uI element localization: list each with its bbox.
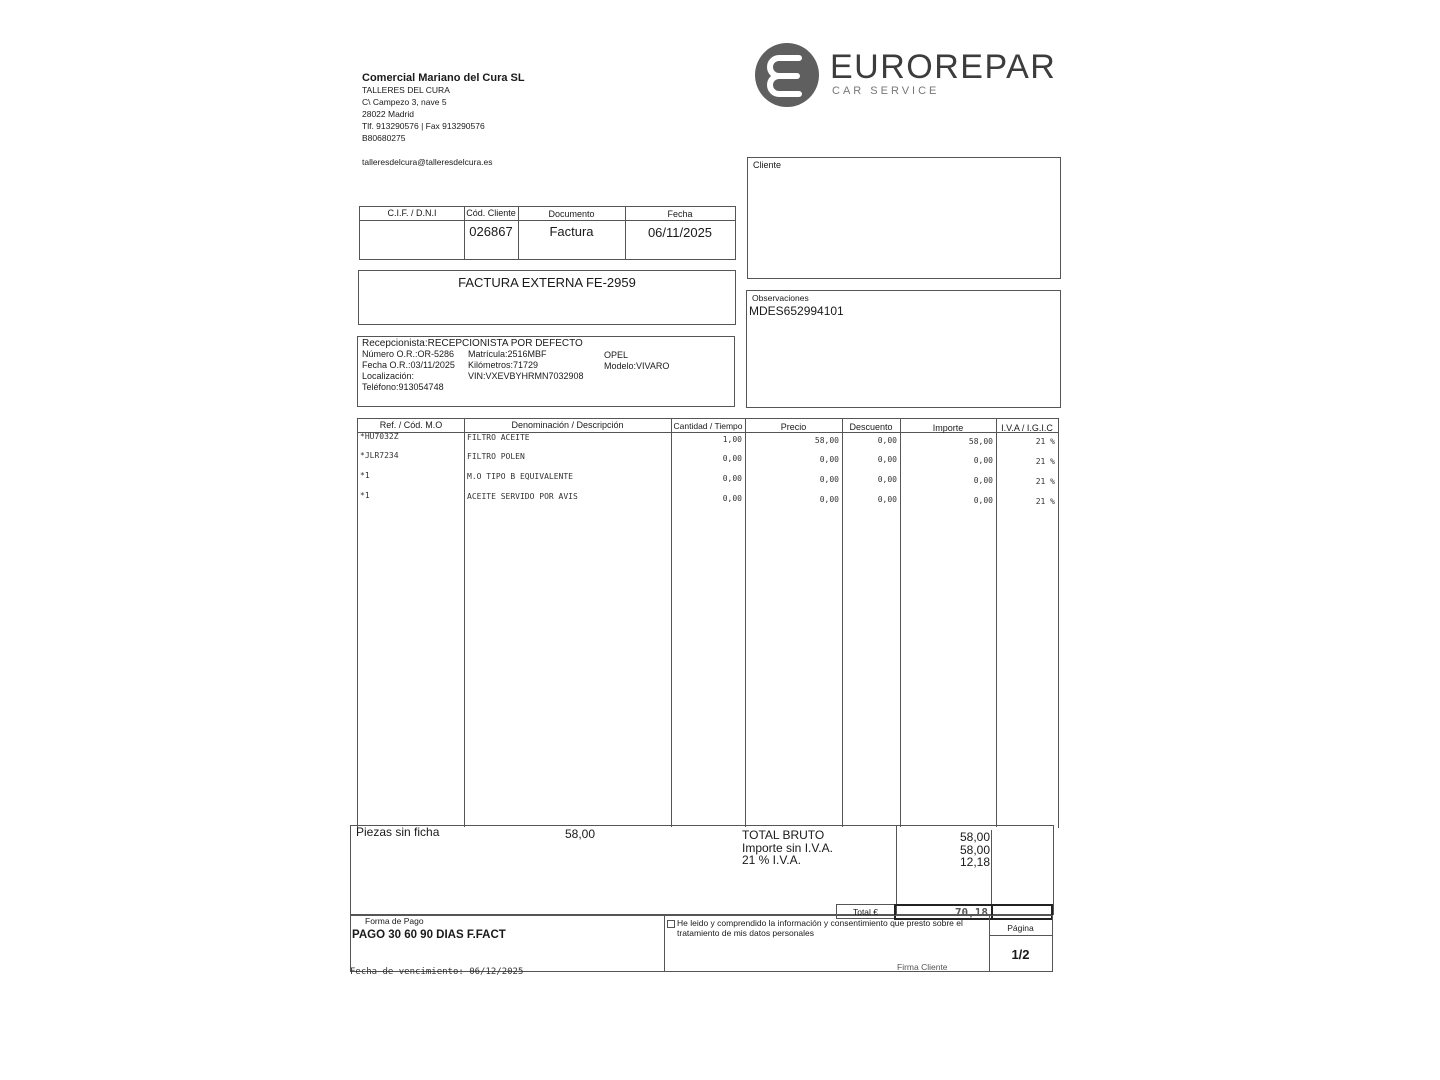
col-header-ref: Ref. / Cód. M.O bbox=[379, 420, 443, 430]
header-cif-label: C.I.F. / D.N.I bbox=[387, 208, 437, 218]
row-price: 0,00 bbox=[819, 495, 839, 504]
document-title: FACTURA EXTERNA FE-2959 bbox=[458, 275, 636, 290]
company-tax-id: B80680275 bbox=[362, 133, 406, 143]
vehicle-model: Modelo:VIVARO bbox=[604, 361, 670, 371]
repair-order-box bbox=[357, 336, 735, 407]
row-quantity: 1,00 bbox=[722, 435, 742, 444]
footer-section bbox=[350, 915, 1053, 972]
vin: VIN:VXEVBYHRMN7032908 bbox=[468, 371, 584, 381]
row-vat: 21 % bbox=[1035, 477, 1055, 486]
totals-labels bbox=[742, 829, 833, 867]
row-vat: 21 % bbox=[1035, 497, 1055, 506]
row-ref: *JLR7234 bbox=[360, 451, 399, 460]
parts-without-card-value: 58,00 bbox=[565, 827, 596, 841]
due-date: Fecha de vencimiento: 06/12/2025 bbox=[350, 967, 524, 977]
row-amount: 0,00 bbox=[973, 496, 993, 505]
kilometers: Kilómetros:71729 bbox=[468, 360, 539, 370]
receptionist: Recepcionista:RECEPCIONISTA POR DEFECTO bbox=[362, 338, 583, 349]
gross-total-value: 58,00 bbox=[959, 830, 990, 844]
col-header-discount: Descuento bbox=[849, 422, 893, 432]
location: Localización: bbox=[362, 371, 415, 381]
company-address: C\ Campezo 3, nave 5 bbox=[362, 97, 447, 107]
document-title-box bbox=[358, 270, 736, 325]
order-number: Número O.R.:OR-5286 bbox=[362, 349, 455, 359]
header-client-code-label: Cód. Cliente bbox=[466, 208, 516, 218]
company-info bbox=[362, 72, 525, 168]
row-description: M.O TIPO B EQUIVALENTE bbox=[467, 472, 573, 481]
observations-box bbox=[746, 290, 1061, 408]
col-header-vat: I.V.A / I.G.I.C bbox=[1001, 423, 1053, 433]
col-header-description: Denominación / Descripción bbox=[511, 420, 624, 430]
row-amount: 0,00 bbox=[973, 456, 993, 465]
phone: Teléfono:913054748 bbox=[362, 382, 444, 392]
row-discount: 0,00 bbox=[877, 495, 897, 504]
line-items-table bbox=[357, 418, 1059, 828]
company-email: talleresdelcura@talleresdelcura.es bbox=[362, 157, 493, 167]
client-box bbox=[747, 157, 1061, 279]
header-date-value: 06/11/2025 bbox=[647, 225, 713, 240]
row-discount: 0,00 bbox=[877, 475, 897, 484]
total-label: Total € bbox=[852, 907, 879, 917]
row-quantity: 0,00 bbox=[722, 474, 742, 483]
order-date: Fecha O.R.:03/11/2025 bbox=[362, 360, 455, 370]
client-label: Cliente bbox=[753, 160, 782, 170]
company-name: Comercial Mariano del Cura SL bbox=[362, 72, 525, 84]
page-label: Página bbox=[1007, 923, 1034, 933]
vat-value: 12,18 bbox=[959, 855, 990, 869]
row-discount: 0,00 bbox=[877, 436, 897, 445]
vehicle-make: OPEL bbox=[604, 350, 629, 360]
row-description: FILTRO ACEITE bbox=[467, 433, 530, 442]
total-value: 70,18 bbox=[954, 906, 988, 919]
row-vat: 21 % bbox=[1035, 437, 1055, 446]
observations-value: MDES652994101 bbox=[749, 304, 844, 318]
amount-without-vat-label: Importe sin I.V.A. bbox=[742, 840, 833, 855]
header-document-value: Factura bbox=[549, 224, 594, 239]
brand-name: EUROREPAR bbox=[830, 48, 1057, 86]
col-header-quantity: Cantidad / Tiempo bbox=[673, 421, 743, 431]
payment-method-label: Forma de Pago bbox=[365, 916, 424, 926]
row-vat: 21 % bbox=[1035, 457, 1055, 466]
header-table bbox=[359, 206, 736, 260]
row-ref: *1 bbox=[360, 471, 370, 480]
observations-label: Observaciones bbox=[752, 293, 809, 303]
row-quantity: 0,00 bbox=[722, 454, 742, 463]
row-amount: 58,00 bbox=[968, 437, 993, 446]
page-number: 1/2 bbox=[1011, 947, 1030, 962]
row-description: ACEITE SERVIDO POR AVIS bbox=[467, 492, 578, 501]
row-quantity: 0,00 bbox=[722, 494, 742, 503]
vat-label: 21 % I.V.A. bbox=[742, 853, 801, 867]
row-description: FILTRO POLEN bbox=[467, 452, 525, 461]
row-price: 58,00 bbox=[814, 436, 839, 445]
license-plate: Matrícula:2516MBF bbox=[468, 349, 547, 359]
consent-text: He leido y comprendido la información y consentimiento que presto sobre el tratamiento de mis datos personales bbox=[677, 918, 963, 938]
totals-values bbox=[897, 831, 990, 869]
row-ref: *1 bbox=[360, 491, 370, 500]
brand-subtitle: CAR SERVICE bbox=[832, 85, 940, 97]
header-date-label: Fecha bbox=[667, 209, 693, 219]
company-city: 28022 Madrid bbox=[362, 109, 414, 119]
eurorepar-e-logo-icon bbox=[754, 42, 820, 108]
row-discount: 0,00 bbox=[877, 455, 897, 464]
col-header-amount: Importe bbox=[932, 423, 964, 433]
company-line: TALLERES DEL CURA bbox=[362, 85, 450, 95]
row-price: 0,00 bbox=[819, 455, 839, 464]
company-phone: Tlf. 913290576 | Fax 913290576 bbox=[362, 121, 485, 131]
parts-without-card-label: Piezas sin ficha bbox=[356, 825, 440, 839]
row-ref: *HU7032Z bbox=[360, 432, 399, 441]
payment-method-value: PAGO 30 60 90 DIAS F.FACT bbox=[352, 929, 506, 941]
row-price: 0,00 bbox=[819, 475, 839, 484]
header-document-label: Documento bbox=[548, 209, 595, 219]
eurorepar-logo bbox=[754, 42, 1064, 108]
amount-without-vat-value: 58,00 bbox=[959, 842, 990, 857]
header-client-code-value: 026867 bbox=[469, 224, 513, 239]
summary-section bbox=[350, 825, 1054, 915]
gross-total-label: TOTAL BRUTO bbox=[742, 828, 825, 842]
signature-label: Firma Cliente bbox=[897, 962, 948, 972]
row-amount: 0,00 bbox=[973, 476, 993, 485]
consent-checkbox[interactable] bbox=[667, 920, 675, 928]
col-header-price: Precio bbox=[780, 422, 807, 432]
